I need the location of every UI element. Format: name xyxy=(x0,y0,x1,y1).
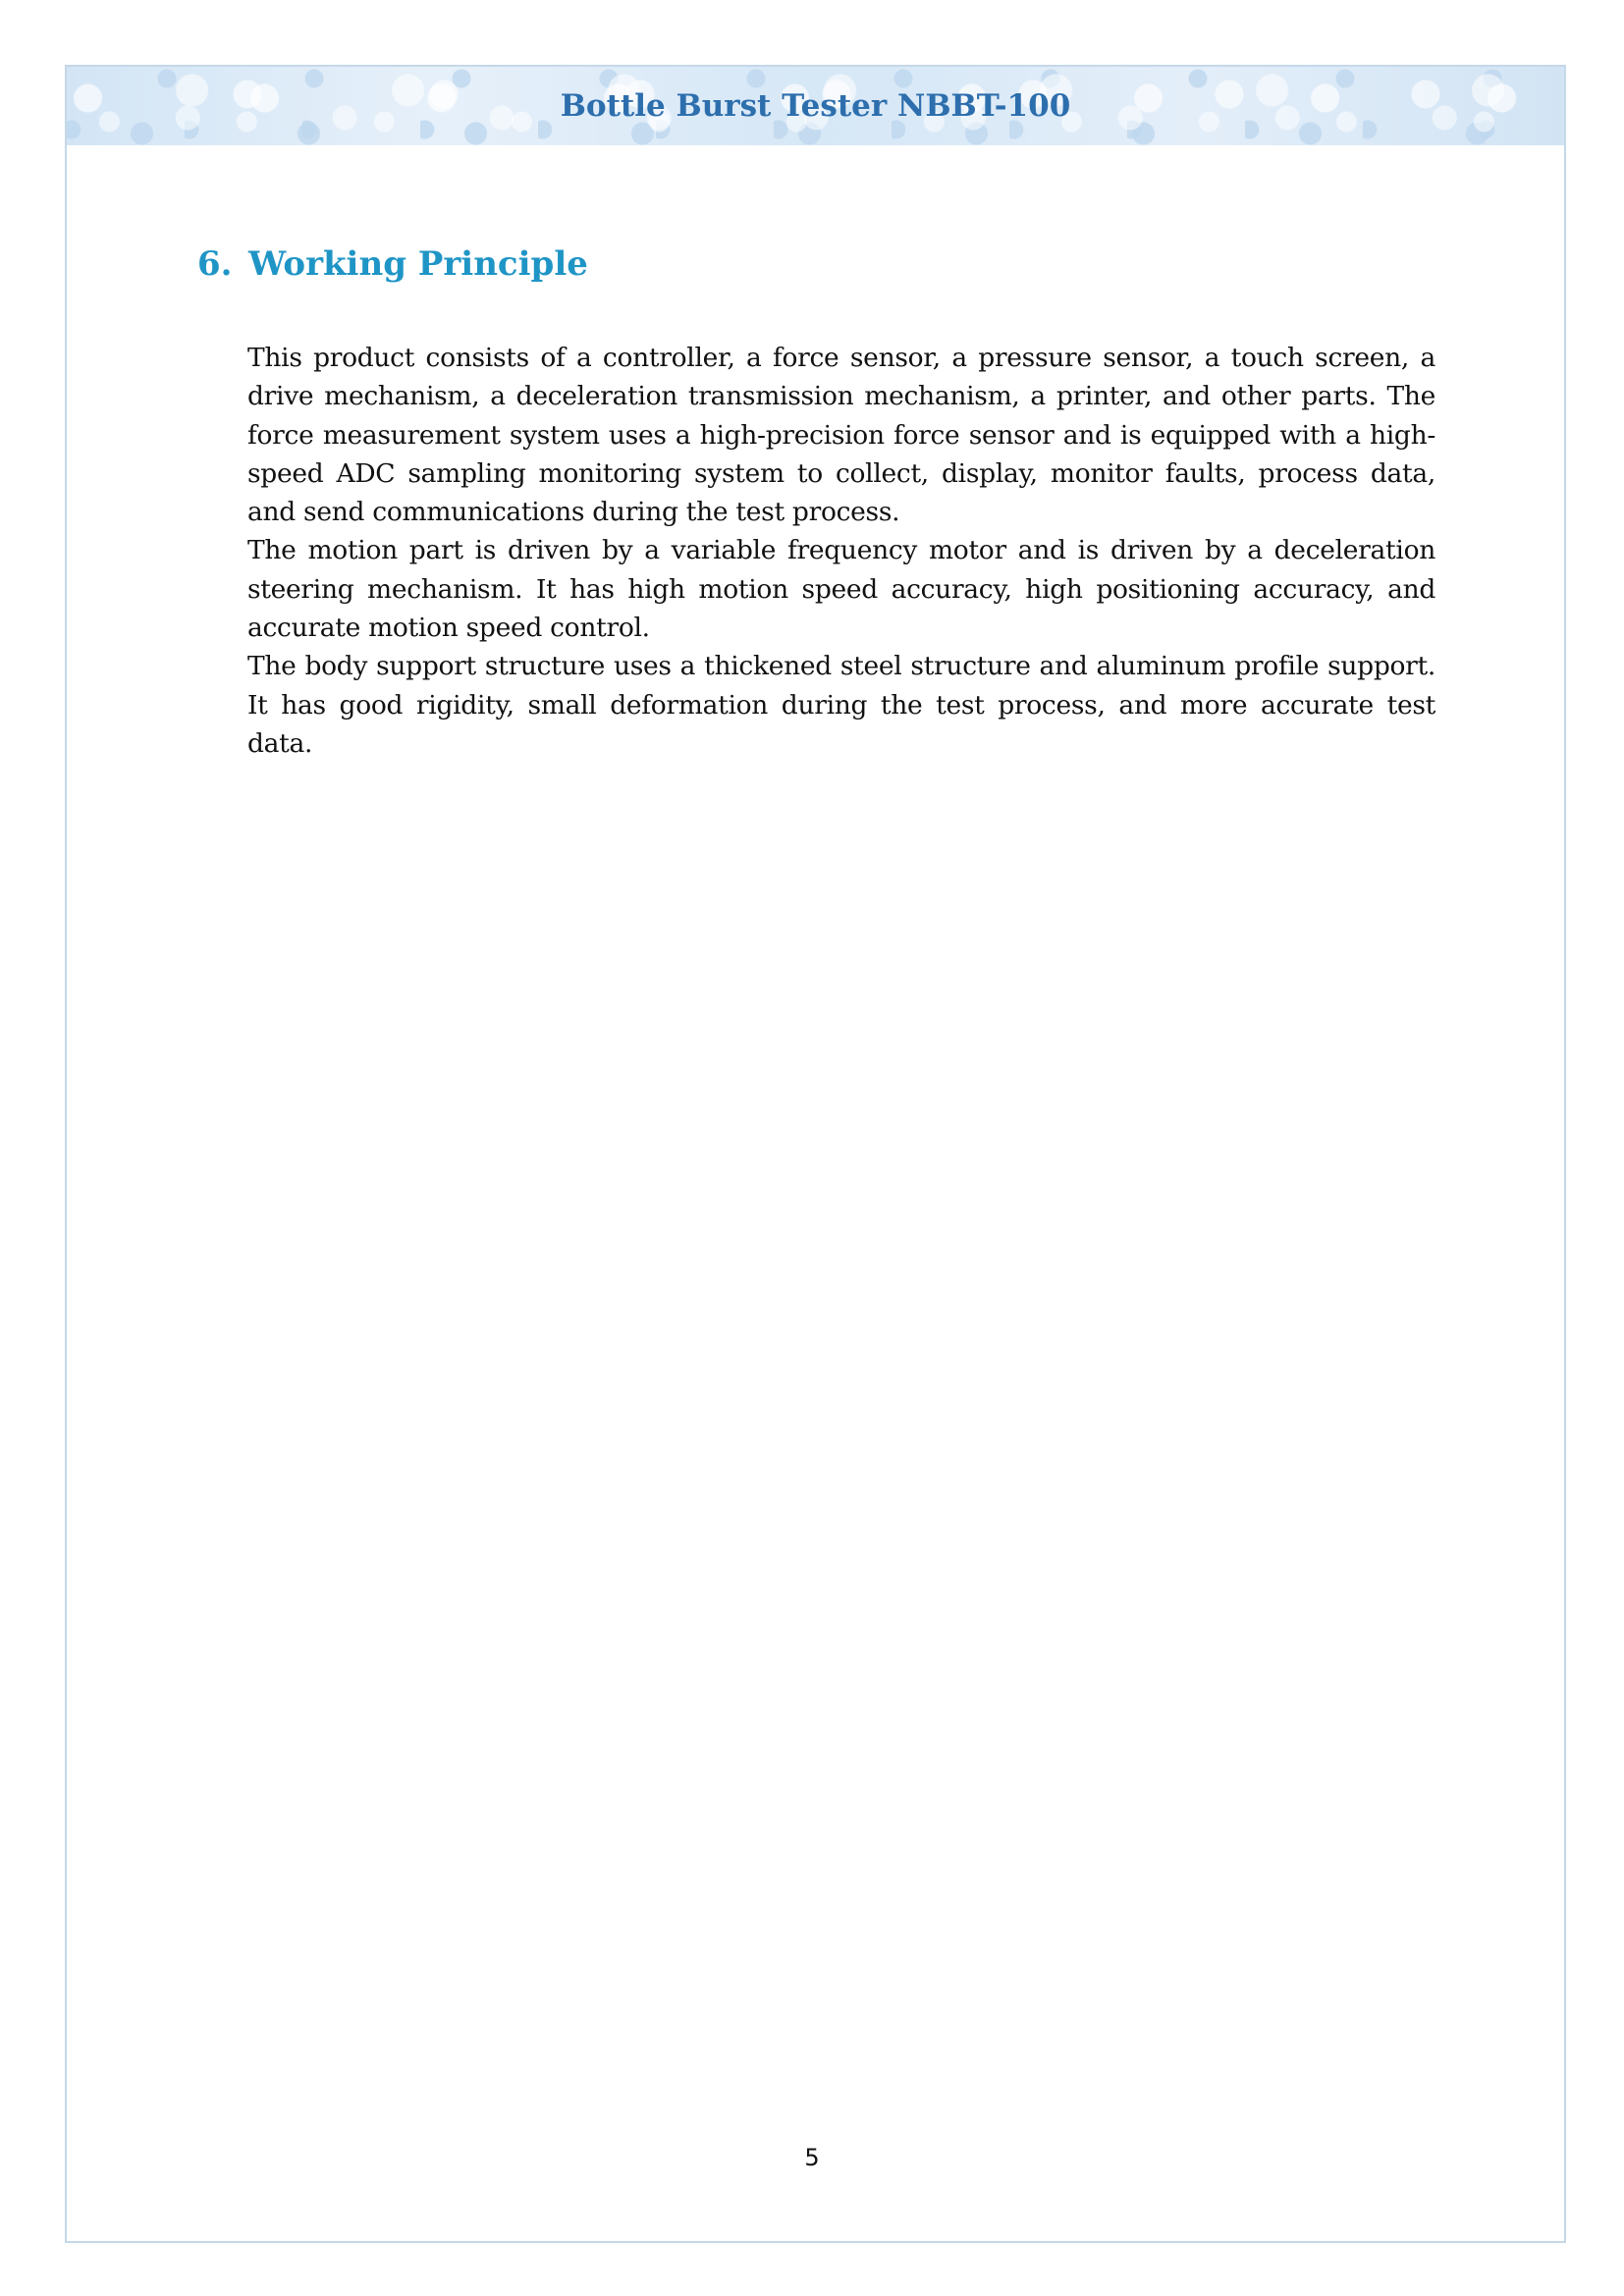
paragraph-body-support: The body support structure uses a thickened steel structure and aluminum profile support. It has good rigidity, small deformation during the test process, and more accurate test data. xyxy=(247,651,1435,759)
section-number: 6. xyxy=(197,244,233,284)
section-heading xyxy=(197,244,588,284)
page-number: 5 xyxy=(804,2144,820,2171)
section-title: Working Principle xyxy=(248,244,588,284)
paragraph-motion: The motion part is driven by a variable frequency motor and is driven by a deceleration steering mechanism. It has high motion speed accuracy, high positioning accuracy, and accurate motion speed control. xyxy=(247,535,1435,644)
header-title: Bottle Burst Tester NBBT-100 xyxy=(560,88,1071,124)
section-body xyxy=(247,339,1435,763)
paragraph-components: This product consists of a controller, a force sensor, a pressure sensor, a touch screen, a drive mechanism, a deceleration transmission mechanism, a printer, and other parts. The force measurement system uses a high-precision force sensor and is equipped with a high-speed ADC sampling monitoring system to collect, display, monitor faults, process data, and send communications during the test process. xyxy=(247,343,1435,528)
